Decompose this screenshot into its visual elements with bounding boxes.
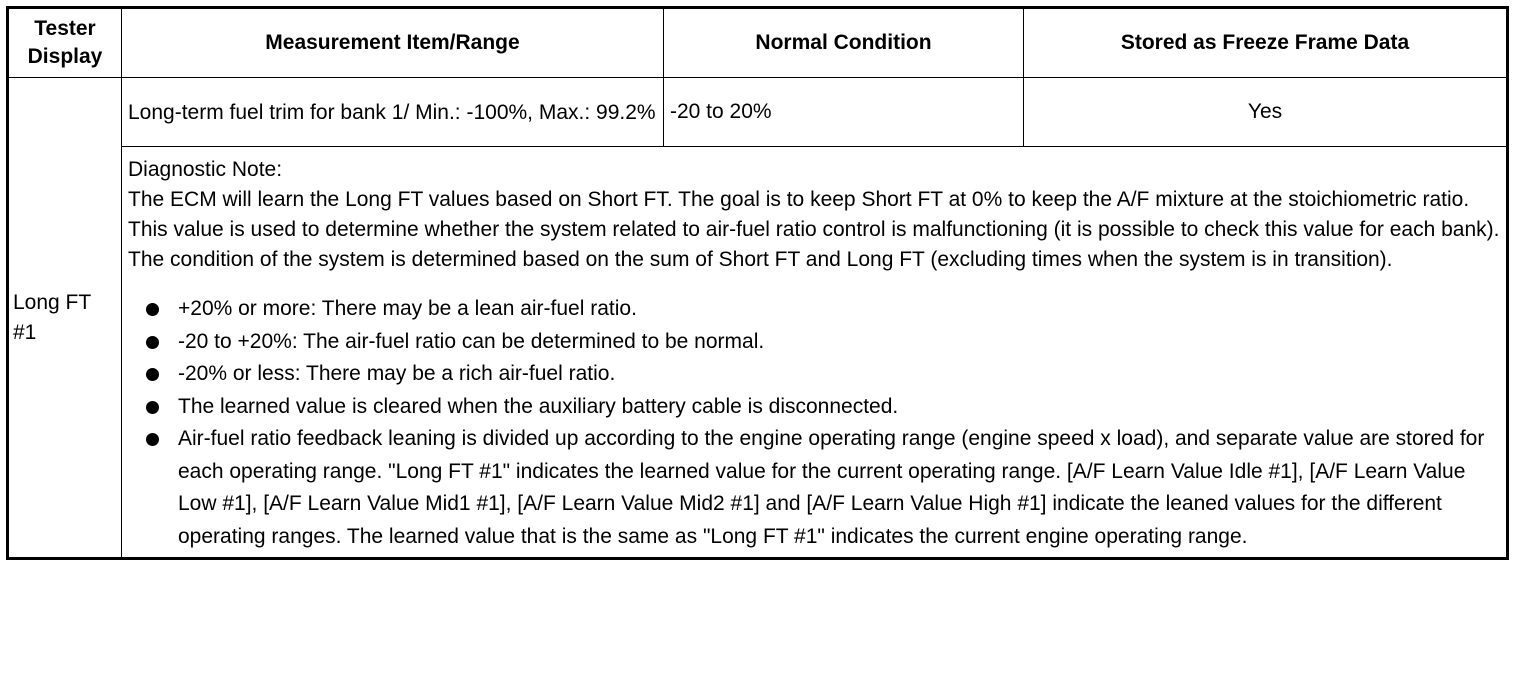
table-header-row bbox=[8, 8, 1508, 78]
list-item bbox=[128, 423, 1500, 553]
bullet-icon bbox=[146, 433, 159, 446]
header-tester-display: Tester Display bbox=[8, 8, 122, 78]
list-item bbox=[128, 391, 1500, 424]
diagnostic-note-paragraph: The ECM will learn the Long FT values based on Short FT. The goal is to keep Short FT at 0% to keep the A/F mixture at the stoichiometric ratio. bbox=[128, 188, 1470, 211]
bullet-text: -20% or less: There may be a rich air-fuel ratio. bbox=[178, 362, 616, 385]
table-row bbox=[8, 78, 1508, 147]
header-normal-condition: Normal Condition bbox=[664, 8, 1024, 78]
list-item bbox=[128, 293, 1500, 326]
header-freeze-frame: Stored as Freeze Frame Data bbox=[1024, 8, 1508, 78]
normal-condition-cell: -20 to 20% bbox=[664, 78, 1024, 147]
list-item bbox=[128, 326, 1500, 359]
bullet-icon bbox=[146, 303, 159, 316]
freeze-frame-cell: Yes bbox=[1024, 78, 1508, 147]
diagnostic-note-paragraph: This value is used to determine whether the system related to air-fuel ratio control is malfunctioning (it is possible to check this value for each bank). bbox=[128, 218, 1500, 241]
diagnostic-note-cell bbox=[122, 147, 1508, 559]
bullet-icon bbox=[146, 401, 159, 414]
tester-display-cell: Long FT #1 bbox=[8, 78, 122, 559]
measurement-item-cell: Long-term fuel trim for bank 1/ Min.: -100%, Max.: 99.2% bbox=[122, 78, 664, 147]
list-item bbox=[128, 358, 1500, 391]
diagnostic-note-row bbox=[8, 147, 1508, 559]
diagnostic-note-title: Diagnostic Note: bbox=[128, 158, 283, 181]
bullet-text: +20% or more: There may be a lean air-fuel ratio. bbox=[178, 297, 637, 320]
bullet-icon bbox=[146, 336, 159, 349]
bullet-text: The learned value is cleared when the auxiliary battery cable is disconnected. bbox=[178, 394, 899, 418]
bullet-icon bbox=[146, 368, 159, 381]
data-list-table bbox=[6, 6, 1509, 560]
bullet-text: Air-fuel ratio feedback leaning is divided up according to the engine operating range (engine speed x load), and separate value are stored for each operating range. "Long FT #1" indicates the learned value for the current operating range. [A/F Learn Value Idle #1], [A/F Learn Value Low #1], [A/F Learn Value Mid1 #1], [A/F Learn Value Mid2 #1] and [A/F Learn Value High #1] indicate the leaned values for the different operating ranges. The learned value that is the same as "Long FT #1" indicates the current engine operating range. bbox=[178, 427, 1485, 548]
diagnostic-note-paragraph: The condition of the system is determined based on the sum of Short FT and Long FT (excluding times when the system is in transition). bbox=[128, 248, 1393, 271]
diagnostic-bullet-list bbox=[128, 293, 1500, 553]
bullet-text: -20 to +20%: The air-fuel ratio can be determined to be normal. bbox=[178, 329, 765, 353]
header-measurement-item: Measurement Item/Range bbox=[122, 8, 664, 78]
